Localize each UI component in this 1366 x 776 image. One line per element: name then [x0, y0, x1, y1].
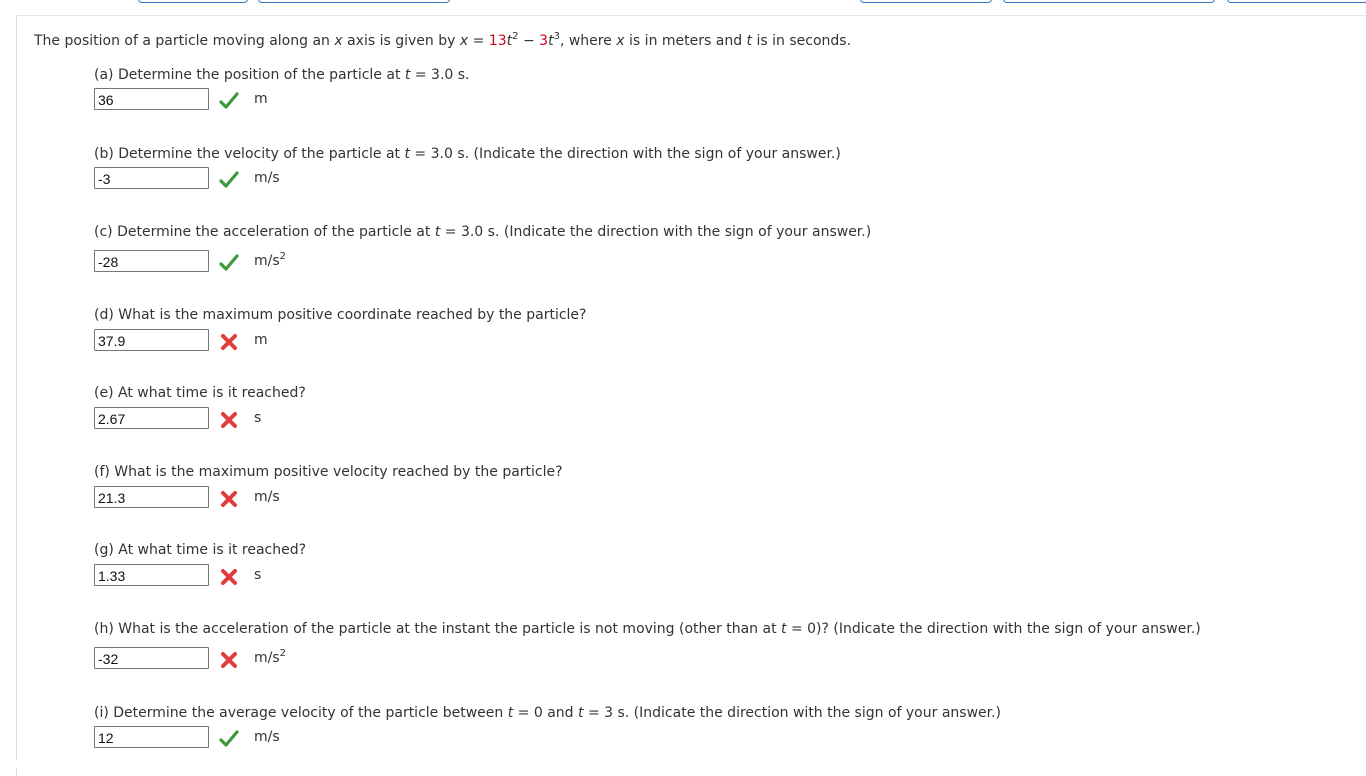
x-mark-icon [219, 650, 239, 670]
answer-input[interactable]: 12 [94, 726, 209, 748]
question-prompt-h: (h) What is the acceleration of the particle at the instant the particle is not moving (other than at t = 0)? (Indicate the direction with the sign of your answer.) [94, 621, 1201, 637]
checkmark-icon [219, 253, 239, 273]
checkmark-icon [219, 91, 239, 111]
answer-input[interactable]: 1.33 [94, 564, 209, 586]
x-mark-icon [219, 410, 239, 430]
toolbar-button-3[interactable] [860, 0, 992, 3]
x-mark-icon [219, 567, 239, 587]
top-toolbar [0, 0, 1366, 14]
unit-label: m/s [254, 729, 280, 745]
checkmark-icon [219, 170, 239, 190]
question-prompt-d: (d) What is the maximum positive coordinate reached by the particle? [94, 307, 587, 323]
cut-off-text [0, 760, 1366, 768]
unit-label: m/s [254, 489, 280, 505]
coefficient-2: 3 [539, 33, 549, 49]
answer-input[interactable]: 2.67 [94, 407, 209, 429]
problem-statement: The position of a particle moving along an x axis is given by $x = 13t^2 - 3t^3$, where x is in meters and t is in seconds. [34, 31, 852, 49]
question-prompt-b: (b) Determine the velocity of the particle at t = 3.0 s. (Indicate the direction with the sign of your answer.) [94, 146, 841, 162]
checkmark-icon [219, 729, 239, 749]
question-prompt-c: (c) Determine the acceleration of the particle at t = 3.0 s. (Indicate the direction with the sign of your answer.) [94, 224, 872, 240]
coefficient-1: 13 [488, 33, 507, 49]
answer-input[interactable]: -3 [94, 167, 209, 189]
unit-label: s [254, 567, 262, 583]
answer-input[interactable]: 21.3 [94, 486, 209, 508]
question-prompt-e: (e) At what time is it reached? [94, 385, 306, 401]
x-mark-icon [219, 332, 239, 352]
answer-input[interactable]: 36 [94, 88, 209, 110]
unit-label: s [254, 410, 262, 426]
toolbar-button-1[interactable] [138, 0, 248, 3]
unit-label: m/s [254, 170, 280, 186]
unit-label: $m/s^2$ [254, 251, 287, 269]
toolbar-button-5[interactable] [1227, 0, 1366, 3]
question-prompt-a: (a) Determine the position of the particle at t = 3.0 s. [94, 67, 470, 83]
answer-input[interactable]: -32 [94, 647, 209, 669]
unit-label: $m/s^2$ [254, 648, 287, 666]
toolbar-button-2[interactable] [258, 0, 450, 3]
answer-input[interactable]: -28 [94, 250, 209, 272]
x-mark-icon [219, 489, 239, 509]
question-prompt-f: (f) What is the maximum positive velocity reached by the particle? [94, 464, 563, 480]
answer-input[interactable]: 37.9 [94, 329, 209, 351]
toolbar-button-4[interactable] [1003, 0, 1215, 3]
unit-label: m [254, 91, 268, 107]
question-prompt-g: (g) At what time is it reached? [94, 542, 307, 558]
question-prompt-i: (i) Determine the average velocity of the particle between t = 0 and t = 3 s. (Indicate the direction with the sign of your answer.) [94, 705, 1002, 721]
unit-label: m [254, 332, 268, 348]
